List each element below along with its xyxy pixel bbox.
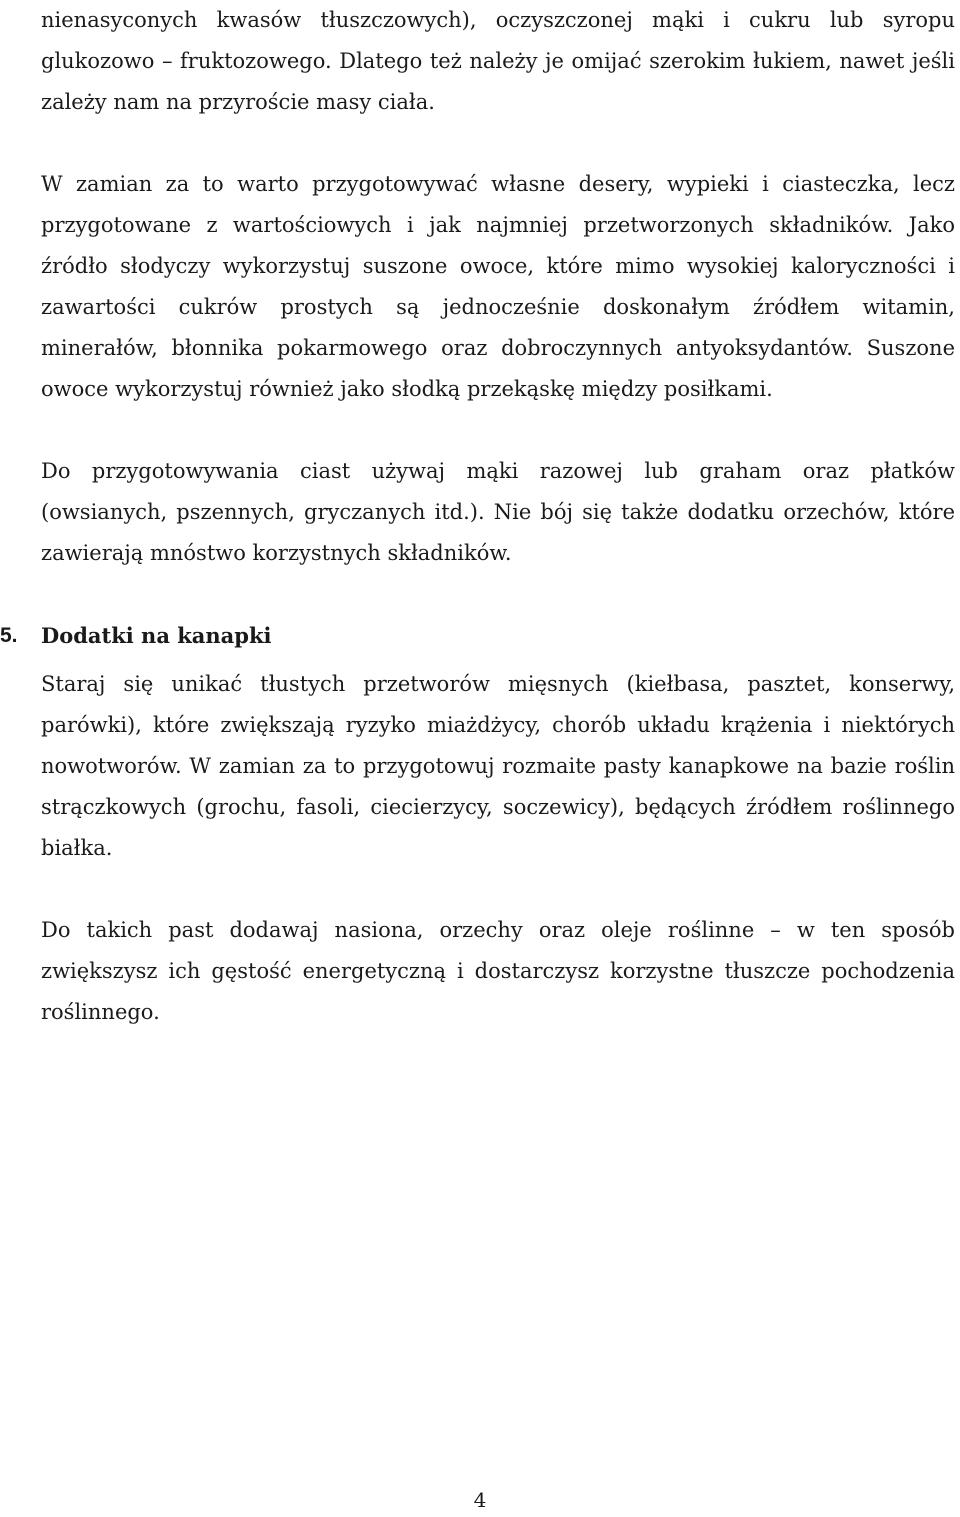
paragraph-2: W zamian za to warto przygotowywać własne desery, wypieki i ciasteczka, lecz przygotowane z wartościowych i jak najmniej przetworzonych składników. Jako źródło słodyczy wykorzystuj suszone owoce, które mimo wysokiej kaloryczności i zawartości cukrów prostych są jednocześnie doskonałym źródłem witamin, minerałów, błonnika pokarmowego oraz dobroczynnych antyoksydantów. Suszone owoce wykorzystuj również jako słodką przekąskę między posiłkami. bbox=[41, 172, 955, 401]
section-title: Dodatki na kanapki bbox=[41, 623, 272, 648]
paragraph-3: Do przygotowywania ciast używaj mąki razowej lub graham oraz płatków (owsianych, pszennych, gryczanych itd.). Nie bój się także dodatku orzechów, które zawierają mnóstwo korzystnych składników. bbox=[41, 459, 955, 565]
section-heading bbox=[0, 615, 955, 656]
section-number: 5. bbox=[0, 624, 18, 647]
page-number: 4 bbox=[473, 1488, 487, 1512]
paragraph-4: Staraj się unikać tłustych przetworów mięsnych (kiełbasa, pasztet, konserwy, parówki), które zwiększają ryzyko miażdżycy, chorób układu krążenia i niektórych nowotworów. W zamian za to przygotowuj rozmaite pasty kanapkowe na bazie roślin strączkowych (grochu, fasoli, ciecierzycy, soczewicy), będących źródłem roślinnego białka. bbox=[41, 672, 955, 860]
paragraph-5: Do takich past dodawaj nasiona, orzechy oraz oleje roślinne – w ten sposób zwiększysz ich gęstość energetyczną i dostarczysz korzystne tłuszcze pochodzenia roślinnego. bbox=[41, 918, 955, 1024]
paragraph-1: nienasyconych kwasów tłuszczowych), oczyszczonej mąki i cukru lub syropu glukozowo – fruktozowego. Dlatego też należy je omijać szerokim łukiem, nawet jeśli zależy nam na przyroście masy ciała. bbox=[41, 8, 955, 114]
